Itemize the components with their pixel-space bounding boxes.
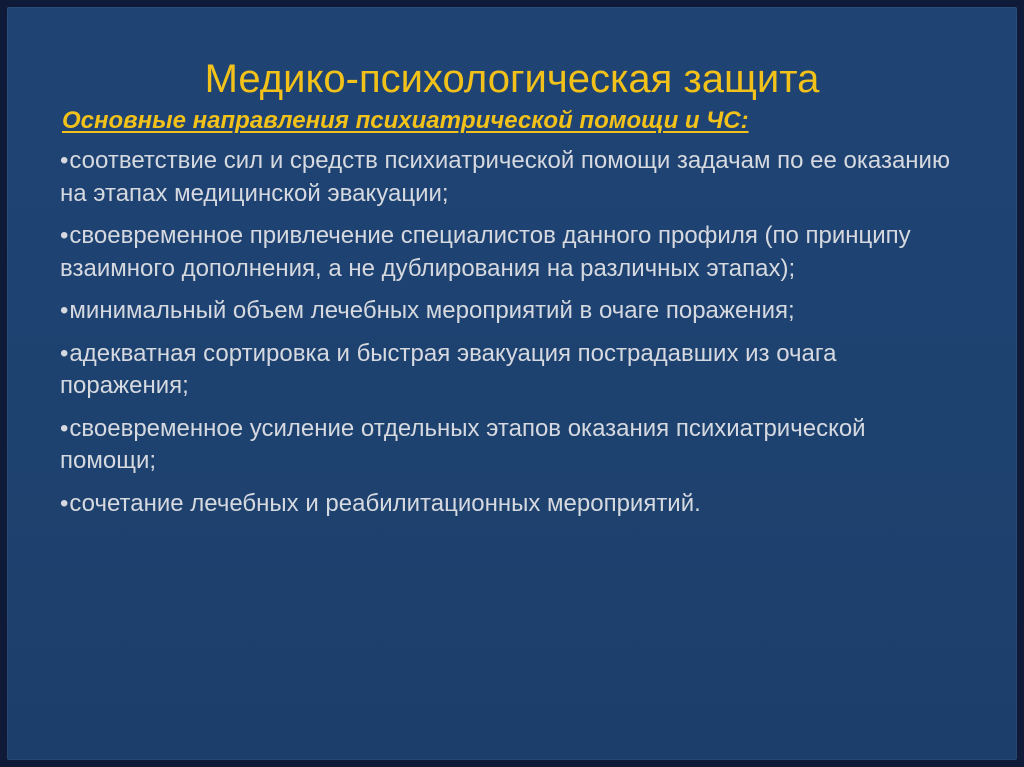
section-subtitle: Основные направления психиатрической помощи и ЧС: (62, 107, 749, 134)
bullet-item (60, 488, 960, 521)
bullet-mark: • (60, 489, 69, 517)
bullet-mark: • (60, 414, 69, 442)
bullet-text: своевременное привлечение специалистов данного профиля (по принципу взаимного дополнения, а не дублирования на различных этапах); (60, 222, 911, 282)
bullet-item (60, 295, 960, 328)
bullet-text: своевременное усиление отдельных этапов оказания психиатрической помощи; (60, 414, 866, 474)
bullet-text: минимальный объем лечебных мероприятий в очаге поражения; (69, 297, 795, 324)
bullet-text: адекватная сортировка и быстрая эвакуация пострадавших из очага поражения; (60, 339, 837, 399)
bullet-mark: • (60, 297, 69, 324)
bullet-list (60, 145, 960, 520)
bullet-mark: • (60, 147, 69, 174)
bullet-text: сочетание лечебных и реабилитационных мероприятий. (69, 489, 701, 517)
bullet-text: соответствие сил и средств психиатрической помощи задачам по ее оказанию на этапах медицинской эвакуации; (60, 147, 950, 207)
bullet-item (60, 220, 960, 285)
bullet-mark: • (60, 339, 69, 367)
bullet-item (60, 338, 960, 403)
bullet-item (60, 145, 960, 210)
bullet-mark: • (60, 222, 69, 249)
bullet-item (60, 413, 960, 478)
slide-content (60, 104, 960, 530)
slide-title: Медико-психологическая защита (204, 56, 820, 101)
